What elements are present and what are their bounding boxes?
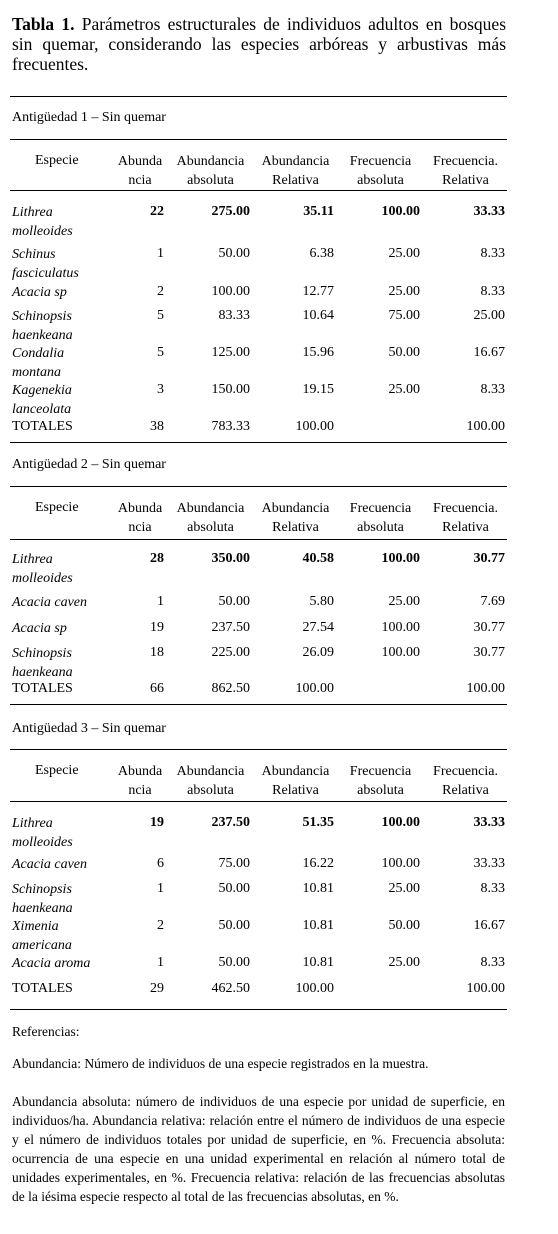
cell-frec-abs: 50.00: [388, 345, 420, 360]
rule: [10, 801, 507, 802]
cell-frec-rel: 8.33: [480, 246, 505, 261]
cell-absoluta: 100.00: [211, 284, 250, 299]
cell-frec-rel: 8.33: [480, 284, 505, 299]
rule: [10, 190, 507, 191]
col-header-frec-relativa: Frecuencia. Relativa: [433, 501, 498, 535]
cell-absoluta: 50.00: [218, 881, 250, 896]
cell-frec-rel: 33.33: [473, 815, 505, 830]
cell-relativa: 100.00: [295, 419, 334, 434]
cell-frec-rel: 30.77: [473, 645, 505, 660]
species-name: Acacia sp: [12, 285, 67, 300]
species-name: Acacia sp: [12, 621, 67, 636]
col-header-frec-absoluta: Frecuencia absoluta: [349, 501, 412, 535]
cell-relativa: 51.35: [302, 815, 334, 830]
cell-abundancia: 1: [157, 955, 164, 970]
col-header-frec-absoluta: Frecuencia absoluta: [349, 154, 412, 188]
cell-frec-abs: 100.00: [381, 620, 420, 635]
cell-frec-abs: 25.00: [388, 284, 420, 299]
cell-frec-rel: 25.00: [473, 308, 505, 323]
cell-absoluta: 862.50: [211, 681, 250, 696]
cell-absoluta: 237.50: [211, 815, 250, 830]
group-title: Antigüedad 2 – Sin quemar: [12, 457, 166, 472]
cell-relativa: 6.38: [309, 246, 334, 261]
rule: [10, 442, 507, 443]
cell-absoluta: 125.00: [211, 345, 250, 360]
cell-abundancia: 38: [150, 419, 164, 434]
references-definitions: Abundancia absoluta: número de individuos de una especie por unidad de superficie, en individuos/ha. Abundancia relativa: relación entre el número de individuos de una especie y el número de individuos totales por unidad de superficie, en %. Frecuencia absoluta: ocurrencia de una especie en una unidad experimental en relación al número total de unidades experimentales, en %. Frecuencia relativa: relación de las frecuencias absolutas de la iésima especie respecto al total de las frecuencias absolutas, en %.: [12, 1094, 505, 1204]
species-name: Acacia caven: [12, 595, 88, 610]
cell-abundancia: 18: [150, 645, 164, 660]
cell-abundancia: 2: [157, 284, 164, 299]
cell-relativa: 35.11: [303, 204, 334, 219]
cell-absoluta: 350.00: [211, 551, 250, 566]
col-header-especie: Especie: [35, 500, 79, 515]
cell-frec-rel: 8.33: [480, 955, 505, 970]
cell-frec-rel: 16.67: [473, 345, 505, 360]
species-name: Schinopsis haenkeana: [12, 646, 73, 680]
species-name: Acacia aroma: [12, 956, 91, 971]
col-header-especie: Especie: [35, 763, 79, 778]
cell-frec-rel: 30.77: [473, 551, 505, 566]
rule: [10, 704, 507, 705]
cell-absoluta: 275.00: [211, 204, 250, 219]
cell-relativa: 16.22: [302, 856, 334, 871]
cell-absoluta: 83.33: [218, 308, 250, 323]
totals-label: TOTALES: [12, 981, 73, 996]
references-abundancia: Abundancia: Número de individuos de una especie registrados en la muestra.: [12, 1056, 429, 1071]
col-header-abundancia: Abunda ncia: [117, 154, 163, 188]
cell-relativa: 15.96: [302, 345, 334, 360]
cell-frec-abs: 100.00: [381, 551, 420, 566]
caption-label: Tabla 1.: [12, 14, 75, 34]
cell-relativa: 10.81: [302, 881, 334, 896]
cell-relativa: 12.77: [302, 284, 334, 299]
group-title: Antigüedad 3 – Sin quemar: [12, 721, 166, 736]
species-name: Ximenia americana: [12, 919, 72, 953]
col-header-especie: Especie: [35, 153, 79, 168]
cell-frec-abs: 25.00: [388, 594, 420, 609]
group-title: Antigüedad 1 – Sin quemar: [12, 110, 166, 125]
cell-relativa: 40.58: [302, 551, 334, 566]
cell-frec-rel: 33.33: [473, 856, 505, 871]
cell-absoluta: 50.00: [218, 594, 250, 609]
rule: [10, 139, 507, 140]
cell-frec-abs: 75.00: [388, 308, 420, 323]
cell-frec-abs: 100.00: [381, 815, 420, 830]
cell-abundancia: 3: [157, 382, 164, 397]
col-header-frec-relativa: Frecuencia. Relativa: [433, 764, 498, 798]
cell-abundancia: 1: [157, 881, 164, 896]
species-name: Kagenekia lanceolata: [12, 383, 72, 417]
cell-frec-rel: 100.00: [466, 419, 505, 434]
cell-frec-rel: 100.00: [466, 981, 505, 996]
cell-frec-rel: 7.69: [480, 594, 505, 609]
cell-frec-rel: 8.33: [480, 881, 505, 896]
species-name: Lithrea molleoides: [12, 816, 73, 850]
rule: [10, 1009, 507, 1010]
col-header-abundancia: Abunda ncia: [117, 764, 163, 798]
cell-absoluta: 75.00: [218, 856, 250, 871]
cell-relativa: 10.81: [302, 918, 334, 933]
caption-text: Parámetros estructurales de individuos adultos en bosques sin quemar, considerando las especies arbóreas y arbustivas más frecuentes.: [12, 14, 506, 74]
table-caption: [12, 14, 506, 74]
cell-abundancia: 1: [157, 594, 164, 609]
col-header-abund-absoluta: Abundancia absoluta: [176, 154, 245, 188]
cell-absoluta: 237.50: [211, 620, 250, 635]
cell-relativa: 5.80: [309, 594, 334, 609]
cell-abundancia: 22: [150, 204, 164, 219]
species-name: Schinus fasciculatus: [12, 247, 79, 281]
cell-abundancia: 1: [157, 246, 164, 261]
species-name: Lithrea molleoides: [12, 205, 73, 239]
cell-abundancia: 28: [150, 551, 164, 566]
cell-frec-abs: 50.00: [388, 918, 420, 933]
cell-relativa: 100.00: [295, 981, 334, 996]
cell-frec-abs: 100.00: [381, 204, 420, 219]
cell-abundancia: 2: [157, 918, 164, 933]
species-name: Schinopsis haenkeana: [12, 882, 73, 916]
cell-relativa: 10.81: [302, 955, 334, 970]
cell-frec-rel: 33.33: [473, 204, 505, 219]
references-heading: Referencias:: [12, 1024, 80, 1039]
cell-absoluta: 462.50: [211, 981, 250, 996]
rule-top: [10, 96, 507, 97]
cell-absoluta: 225.00: [211, 645, 250, 660]
cell-relativa: 27.54: [302, 620, 334, 635]
cell-frec-abs: 25.00: [388, 955, 420, 970]
cell-frec-abs: 25.00: [388, 881, 420, 896]
cell-absoluta: 150.00: [211, 382, 250, 397]
cell-relativa: 19.15: [302, 382, 334, 397]
col-header-abund-absoluta: Abundancia absoluta: [176, 501, 245, 535]
cell-absoluta: 50.00: [218, 918, 250, 933]
cell-frec-abs: 25.00: [388, 246, 420, 261]
cell-frec-abs: 100.00: [381, 645, 420, 660]
cell-absoluta: 783.33: [211, 419, 250, 434]
totals-label: TOTALES: [12, 419, 73, 434]
cell-frec-rel: 8.33: [480, 382, 505, 397]
species-name: Condalia montana: [12, 346, 65, 380]
cell-abundancia: 5: [157, 345, 164, 360]
col-header-frec-absoluta: Frecuencia absoluta: [349, 764, 412, 798]
cell-abundancia: 66: [150, 681, 164, 696]
cell-frec-rel: 100.00: [466, 681, 505, 696]
rule: [10, 539, 507, 540]
col-header-abund-relativa: Abundancia Relativa: [261, 501, 330, 535]
cell-relativa: 26.09: [302, 645, 334, 660]
cell-frec-abs: 25.00: [388, 382, 420, 397]
cell-frec-rel: 30.77: [473, 620, 505, 635]
col-header-abund-relativa: Abundancia Relativa: [261, 764, 330, 798]
species-name: Acacia caven: [12, 857, 88, 872]
cell-absoluta: 50.00: [218, 246, 250, 261]
cell-abundancia: 29: [150, 981, 164, 996]
cell-abundancia: 5: [157, 308, 164, 323]
totals-label: TOTALES: [12, 681, 73, 696]
col-header-abundancia: Abunda ncia: [117, 501, 163, 535]
cell-abundancia: 19: [150, 620, 164, 635]
cell-absoluta: 50.00: [218, 955, 250, 970]
cell-relativa: 10.64: [302, 308, 334, 323]
col-header-abund-relativa: Abundancia Relativa: [261, 154, 330, 188]
col-header-frec-relativa: Frecuencia. Relativa: [433, 154, 498, 188]
cell-frec-rel: 16.67: [473, 918, 505, 933]
col-header-abund-absoluta: Abundancia absoluta: [176, 764, 245, 798]
rule: [10, 486, 507, 487]
species-name: Lithrea molleoides: [12, 552, 73, 586]
cell-frec-abs: 100.00: [381, 856, 420, 871]
cell-abundancia: 6: [157, 856, 164, 871]
cell-relativa: 100.00: [295, 681, 334, 696]
rule: [10, 749, 507, 750]
cell-abundancia: 19: [150, 815, 164, 830]
species-name: Schinopsis haenkeana: [12, 309, 73, 343]
